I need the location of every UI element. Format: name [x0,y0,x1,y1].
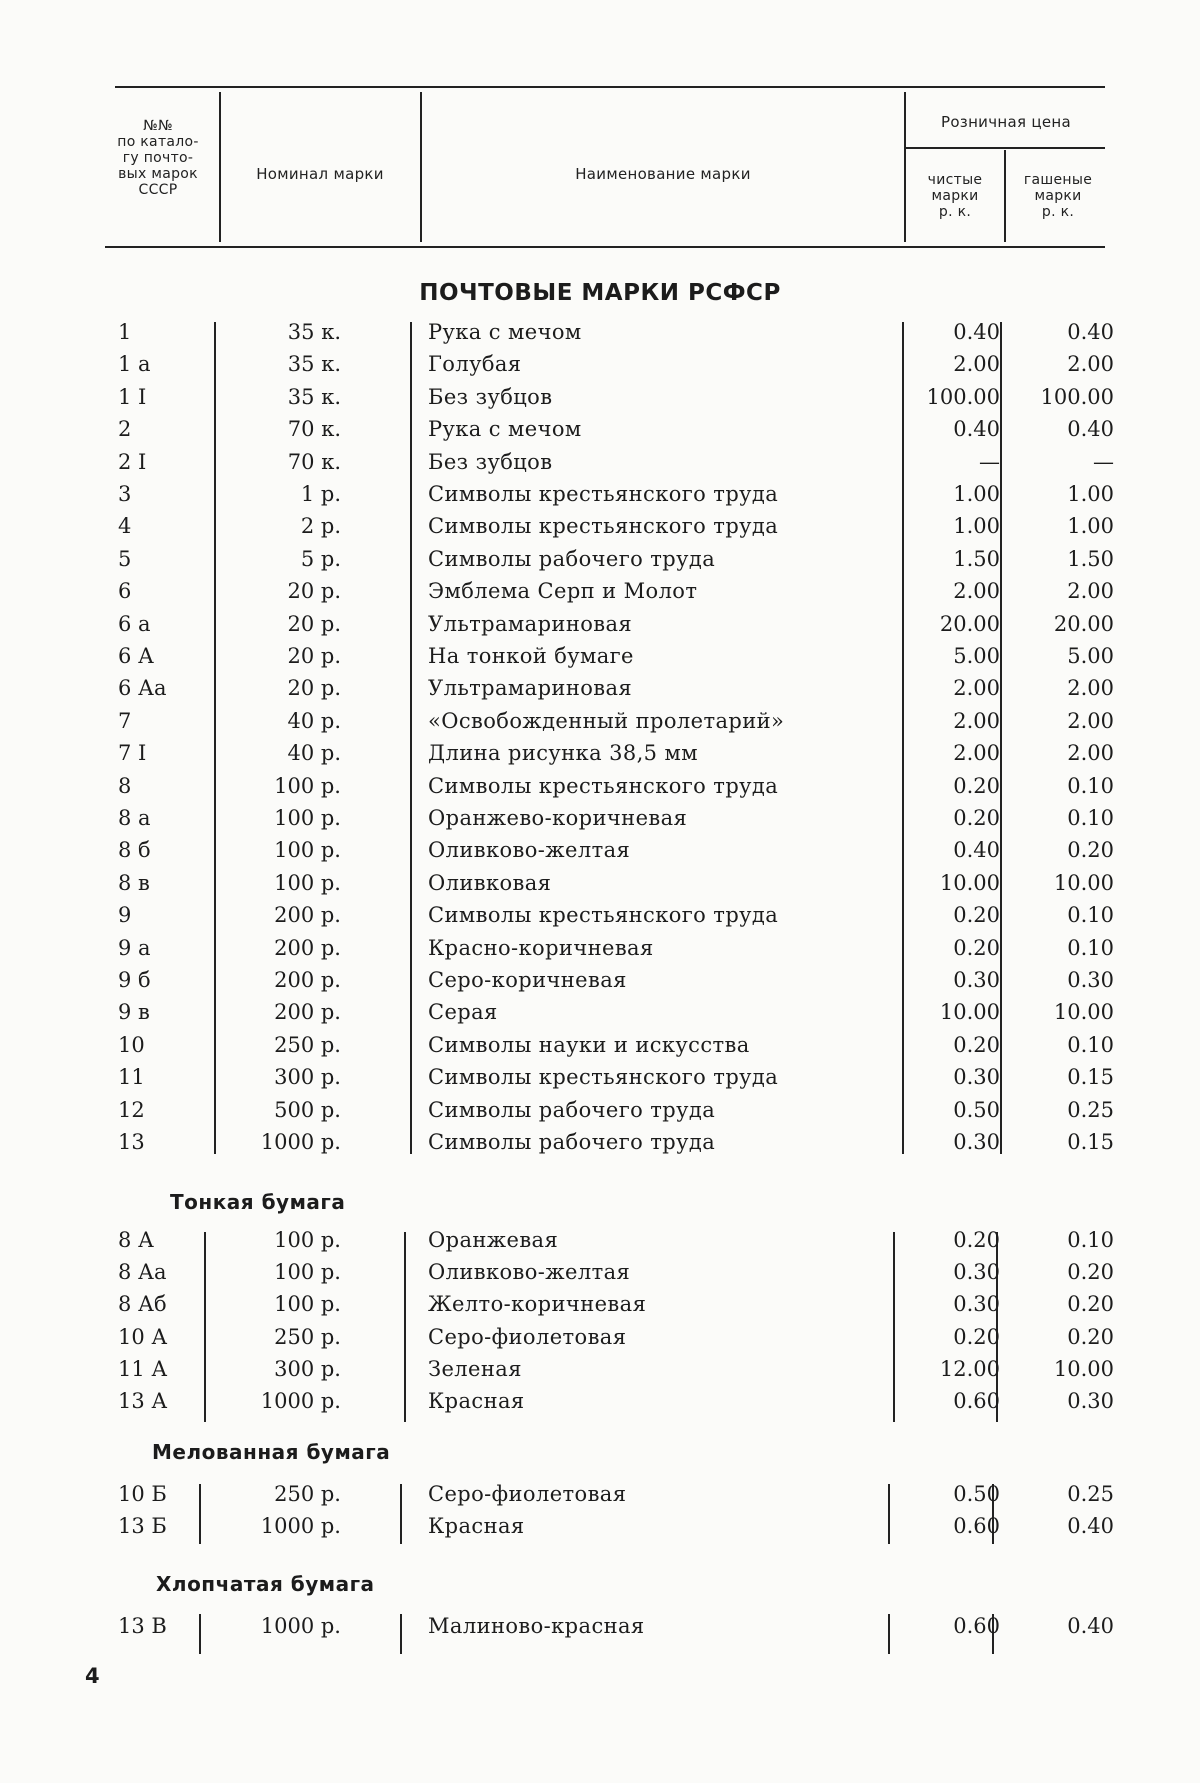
header-divider-3 [904,92,906,242]
catalog-number: 12 [118,1097,145,1122]
section-title: ПОЧТОВЫЕ МАРКИ РСФСР [419,280,781,306]
catalog-number: 13 [118,1130,145,1154]
header-nominal-label: Номинал марки [256,165,384,183]
catalog-number: 7 I [118,741,147,766]
catalog-number: 6 [118,579,132,604]
catalog-number: 2 I [118,449,147,474]
price-used: 100.00 [1040,384,1114,409]
price-used: 0.15 [1067,1065,1114,1090]
price-clean: 0.50 [953,1097,1000,1122]
price-clean: 0.60 [953,1514,1000,1538]
price-used: 0.30 [1067,968,1114,992]
catalog-number: 1 а [118,352,151,377]
price-clean: 2.00 [953,579,1000,604]
nominal-value: 200 р. [274,968,341,992]
stamp-name: Символы рабочего труда [428,1130,716,1154]
price-used: 2.00 [1067,676,1114,701]
price-used: 0.10 [1067,903,1114,928]
price-used: 0.15 [1067,1130,1114,1154]
subsection-cotton-paper: Хлопчатая бумага [156,1572,375,1596]
nominal-value: 100 р. [274,1228,341,1252]
nominal-value: 5 р. [300,546,341,571]
stamp-name: Серо-фиолетовая [428,1324,627,1349]
price-clean: 0.30 [953,1292,1000,1317]
stamp-name: Желто-коричневая [428,1292,647,1317]
price-used: 20.00 [1053,611,1114,636]
catalog-number: 13 В [118,1614,167,1638]
table-row [0,867,1200,899]
price-used: 10.00 [1053,870,1114,895]
stamp-name: Символы крестьянского труда [428,1065,779,1090]
price-used: 0.20 [1067,838,1114,863]
table-row [0,834,1200,866]
nominal-value: 1000 р. [260,1130,341,1154]
price-clean: 0.60 [953,1389,1000,1413]
nominal-value: 500 р. [274,1097,341,1122]
stamp-name: Голубая [428,352,522,377]
header-name-label: Наименование марки [575,165,751,183]
nominal-value: 200 р. [274,1000,341,1025]
nominal-value: 250 р. [274,1324,341,1349]
catalog-number: 8 а [118,806,151,830]
price-used: 0.10 [1067,773,1114,798]
nominal-value: 100 р. [274,806,341,830]
price-clean: 0.30 [953,1065,1000,1090]
price-used: 0.10 [1067,1228,1114,1252]
stamp-name: Символы науки и искусства [428,1032,750,1057]
price-used: 1.50 [1067,546,1114,571]
subsection-chalk-paper: Мелованная бумага [152,1440,391,1464]
price-clean: 0.30 [953,968,1000,992]
catalog-number: 5 [118,546,132,571]
table-row [0,1126,1200,1158]
stamp-name: Ультрамариновая [428,611,633,636]
price-used: 2.00 [1067,352,1114,377]
header-divider-4 [1004,150,1006,242]
table-row [0,1094,1200,1126]
nominal-value: 20 р. [287,676,341,701]
table-row [0,802,1200,834]
nominal-value: 100 р. [274,870,341,895]
catalog-number: 8 в [118,870,150,895]
nominal-value: 40 р. [287,741,341,766]
stamp-name: Символы крестьянского труда [428,903,779,928]
catalog-number: 6 Аа [118,676,167,701]
price-clean: 0.30 [953,1130,1000,1154]
price-used: 0.30 [1067,1389,1114,1413]
price-clean: 0.40 [953,417,1000,442]
table-row [0,1321,1200,1353]
table-row [0,1385,1200,1417]
table-row [0,705,1200,737]
header-catalog-label: №№ по катало- гу почто- вых марок СССР [117,118,199,198]
catalog-number: 9 в [118,1000,150,1025]
price-used: 1.00 [1067,514,1114,539]
table-row [0,964,1200,996]
price-used: 0.10 [1067,935,1114,960]
price-clean: 0.40 [953,320,1000,344]
price-used: 0.40 [1067,1514,1114,1538]
nominal-value: 200 р. [274,903,341,928]
price-used: 1.00 [1067,482,1114,506]
page-number: 4 [85,1664,100,1688]
header-used-label: гашеные марки р. к. [1023,172,1093,220]
price-clean: 0.20 [953,1324,1000,1349]
table-row [0,932,1200,964]
stamp-name: «Освобожденный пролетарий» [428,708,785,733]
table-row [0,996,1200,1028]
catalog-number: 4 [118,514,132,539]
nominal-value: 70 к. [287,417,341,442]
nominal-value: 35 к. [287,320,341,344]
price-clean: 0.20 [953,773,1000,798]
stamp-name: Символы рабочего труда [428,1097,716,1122]
table-row [0,543,1200,575]
nominal-value: 100 р. [274,838,341,863]
price-clean: — [979,449,1000,474]
catalog-number: 8 Аб [118,1292,167,1317]
price-clean: 2.00 [953,676,1000,701]
nominal-value: 40 р. [287,708,341,733]
price-clean: 0.30 [953,1260,1000,1285]
nominal-value: 250 р. [274,1032,341,1057]
catalog-number: 10 [118,1032,145,1057]
stamp-name: Малиново-красная [428,1614,645,1638]
price-clean: 20.00 [939,611,1000,636]
price-clean: 1.00 [953,514,1000,539]
stamp-name: Оранжево-коричневая [428,806,688,830]
price-used: 0.20 [1067,1260,1114,1285]
header-divider-2 [420,92,422,242]
table-row [0,1610,1200,1642]
price-clean: 0.50 [953,1482,1000,1506]
price-clean: 0.20 [953,903,1000,928]
table-row [0,316,1200,348]
stamp-name: Символы крестьянского труда [428,773,779,798]
price-used: 0.25 [1067,1097,1114,1122]
table-row [0,1478,1200,1510]
nominal-value: 20 р. [287,579,341,604]
table-row [0,1224,1200,1256]
catalog-number: 9 а [118,935,151,960]
price-clean: 0.20 [953,1228,1000,1252]
table-row [0,478,1200,510]
table-row [0,672,1200,704]
price-clean: 5.00 [953,644,1000,668]
nominal-value: 200 р. [274,935,341,960]
stamp-name: На тонкой бумаге [428,644,634,668]
price-used: 0.10 [1067,806,1114,830]
catalog-number: 11 А [118,1356,168,1381]
table-row [0,737,1200,769]
catalog-number: 1 I [118,384,147,409]
catalog-number: 11 [118,1065,145,1090]
nominal-value: 1 р. [300,482,341,506]
table-row [0,575,1200,607]
price-clean: 12.00 [939,1356,1000,1381]
price-used: 5.00 [1067,644,1114,668]
price-clean: 0.20 [953,935,1000,960]
catalog-number: 6 а [118,611,151,636]
nominal-value: 35 к. [287,384,341,409]
stamp-name: Рука с мечом [428,417,582,442]
nominal-value: 100 р. [274,1260,341,1285]
nominal-value: 70 к. [287,449,341,474]
nominal-value: 250 р. [274,1482,341,1506]
stamp-name: Рука с мечом [428,320,582,344]
price-used: 0.40 [1067,417,1114,442]
table-row [0,1029,1200,1061]
nominal-value: 1000 р. [260,1389,341,1413]
nominal-value: 100 р. [274,773,341,798]
price-used: 0.40 [1067,1614,1114,1638]
stamp-name: Без зубцов [428,449,553,474]
price-clean: 0.20 [953,806,1000,830]
table-row [0,348,1200,380]
table-row [0,1510,1200,1542]
header-top-rule [115,86,1105,88]
price-clean: 2.00 [953,708,1000,733]
price-used: 2.00 [1067,741,1114,766]
stamp-name: Символы крестьянского труда [428,514,779,539]
table-row [0,1288,1200,1320]
stamp-name: Без зубцов [428,384,553,409]
table-row [0,510,1200,542]
header-clean-label: чистые марки р. к. [927,172,983,220]
price-clean: 2.00 [953,352,1000,377]
table-row [0,381,1200,413]
stamp-name: Символы рабочего труда [428,546,716,571]
catalog-number: 13 А [118,1389,168,1413]
stamp-name: Красно-коричневая [428,935,654,960]
stamp-name: Серо-коричневая [428,968,627,992]
stamp-name: Красная [428,1389,525,1413]
header-bottom-rule [105,246,1105,248]
price-used: 10.00 [1053,1356,1114,1381]
stamp-name: Зеленая [428,1356,522,1381]
price-clean: 1.50 [953,546,1000,571]
catalog-number: 1 [118,320,132,344]
header-divider-1 [219,92,221,242]
price-clean: 100.00 [926,384,1000,409]
stamp-name: Символы крестьянского труда [428,482,779,506]
catalog-number: 2 [118,417,132,442]
subsection-thin-paper: Тонкая бумага [170,1190,346,1214]
nominal-value: 1000 р. [260,1514,341,1538]
nominal-value: 100 р. [274,1292,341,1317]
nominal-value: 2 р. [300,514,341,539]
price-clean: 0.20 [953,1032,1000,1057]
nominal-value: 300 р. [274,1356,341,1381]
stamp-name: Красная [428,1514,525,1538]
stamp-name: Ультрамариновая [428,676,633,701]
nominal-value: 35 к. [287,352,341,377]
stamp-name: Оливковая [428,870,552,895]
catalog-number: 10 Б [118,1482,167,1506]
price-used: 0.20 [1067,1292,1114,1317]
price-used: 0.20 [1067,1324,1114,1349]
price-used: 0.40 [1067,320,1114,344]
catalog-number: 10 А [118,1324,168,1349]
header-retail-rule [905,147,1105,149]
table-row [0,608,1200,640]
price-used: 10.00 [1053,1000,1114,1025]
table-row [0,1256,1200,1288]
price-used: — [1093,449,1114,474]
catalog-number: 3 [118,482,132,506]
catalog-number: 13 Б [118,1514,167,1538]
catalog-number: 8 [118,773,132,798]
price-clean: 10.00 [939,870,1000,895]
price-used: 0.25 [1067,1482,1114,1506]
catalog-number: 8 б [118,838,151,863]
catalog-number: 8 А [118,1228,154,1252]
stamp-name: Длина рисунка 38,5 мм [428,741,698,766]
nominal-value: 300 р. [274,1065,341,1090]
table-row [0,899,1200,931]
price-used: 0.10 [1067,1032,1114,1057]
catalog-number: 7 [118,708,132,733]
price-clean: 0.60 [953,1614,1000,1638]
table-row [0,446,1200,478]
stamp-name: Оранжевая [428,1228,559,1252]
stamp-name: Оливково-желтая [428,838,631,863]
price-clean: 2.00 [953,741,1000,766]
catalog-number: 9 [118,903,132,928]
stamp-name: Серая [428,1000,498,1025]
table-row [0,413,1200,445]
table-row [0,1061,1200,1093]
stamp-name: Эмблема Серп и Молот [428,579,698,604]
stamp-name: Оливково-желтая [428,1260,631,1285]
table-row [0,770,1200,802]
nominal-value: 20 р. [287,611,341,636]
table-row [0,1353,1200,1385]
catalog-number: 8 Аа [118,1260,167,1285]
catalog-number: 9 б [118,968,151,992]
price-clean: 0.40 [953,838,1000,863]
nominal-value: 1000 р. [260,1614,341,1638]
table-row [0,640,1200,672]
price-used: 2.00 [1067,708,1114,733]
price-used: 2.00 [1067,579,1114,604]
price-clean: 1.00 [953,482,1000,506]
stamp-name: Серо-фиолетовая [428,1482,627,1506]
price-clean: 10.00 [939,1000,1000,1025]
nominal-value: 20 р. [287,644,341,668]
catalog-number: 6 А [118,644,154,668]
header-retail-label: Розничная цена [940,113,1072,131]
